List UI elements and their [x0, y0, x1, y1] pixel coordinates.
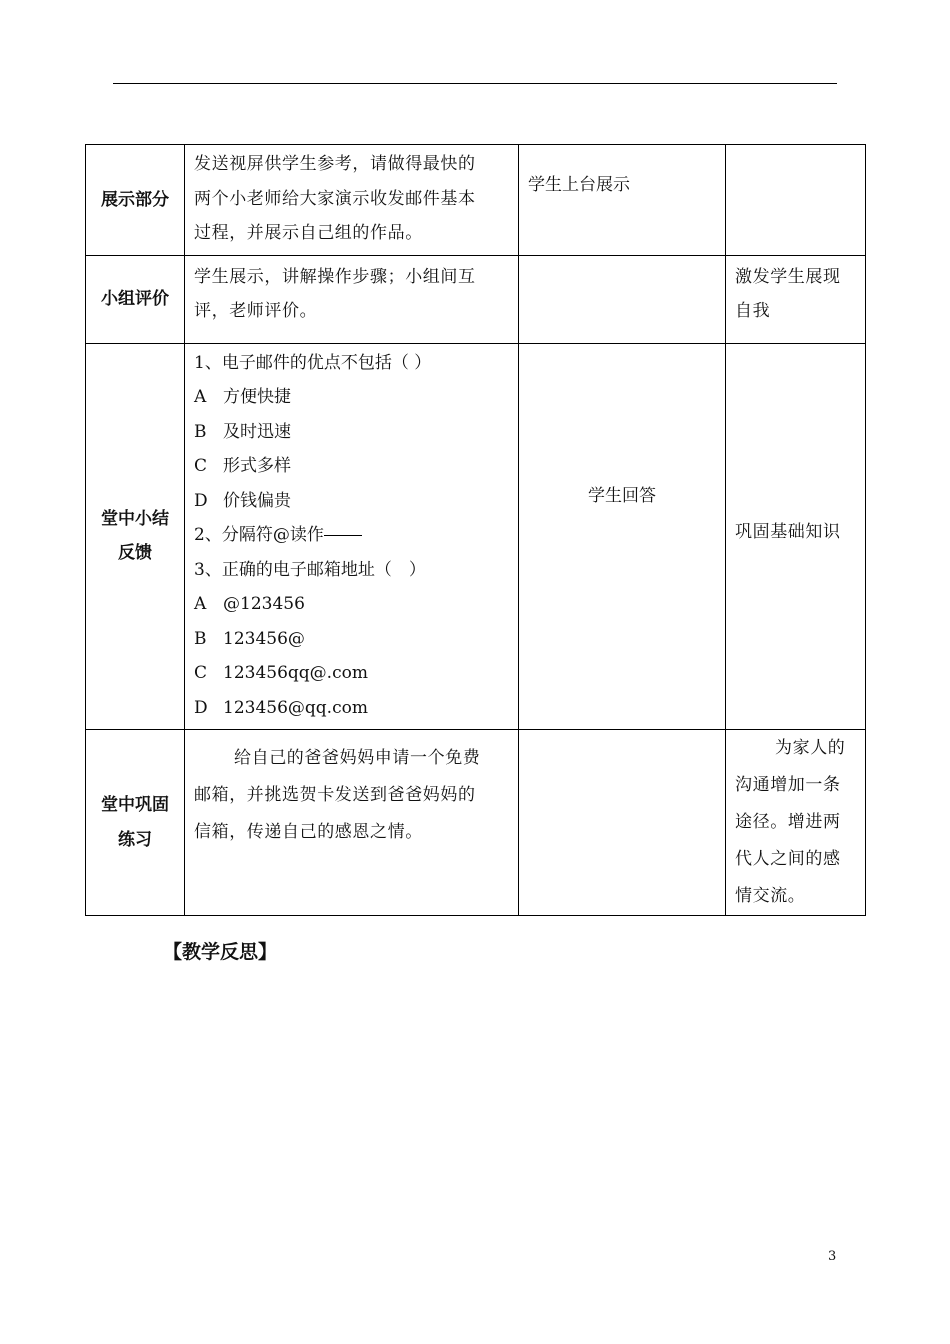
option-text: 价钱偏贵: [223, 490, 291, 511]
text-line: 评，老师评价。: [194, 301, 318, 321]
text-line: 信箱，传递自己的感恩之情。: [194, 822, 423, 842]
label-line: 反馈: [118, 543, 152, 564]
activity-cell: [185, 730, 519, 916]
option-letter: C: [194, 663, 208, 683]
student-activity-cell: [519, 730, 726, 916]
row-label: 小组评价: [86, 255, 185, 343]
option-letter: D: [194, 490, 208, 511]
option-line: [194, 415, 510, 450]
option-line: [194, 622, 510, 657]
option-letter: B: [194, 628, 207, 649]
text-line: 情交流。: [735, 886, 806, 906]
row-label: [86, 730, 185, 916]
page-number: 3: [828, 1249, 837, 1264]
text-line: 沟通增加一条: [735, 775, 841, 795]
student-activity: 学生上台展示: [528, 175, 630, 195]
option-text: @123456: [223, 594, 305, 614]
answer-blank: [324, 535, 362, 536]
question-2-text: 2、分隔符@读作: [194, 525, 324, 545]
text-line: 激发学生展现: [735, 266, 841, 287]
purpose-cell: [726, 343, 866, 730]
student-activity: 学生回答: [588, 486, 656, 506]
option-text: 及时迅速: [223, 421, 291, 442]
header-rule: [113, 83, 837, 84]
option-letter: A: [194, 594, 207, 614]
row-label: 展示部分: [86, 145, 185, 256]
question-2: [194, 518, 510, 553]
activity-cell: [185, 145, 519, 256]
option-letter: C: [194, 456, 208, 476]
activity-cell: [185, 255, 519, 343]
table-row: [86, 730, 866, 916]
text-line: 代人之间的感: [735, 849, 841, 869]
option-text: 123456qq@.com: [223, 663, 368, 683]
reflection-heading: 【教学反思】: [163, 941, 278, 963]
option-line: [194, 587, 510, 622]
text-line: [194, 740, 510, 777]
option-text: 形式多样: [223, 456, 291, 476]
text-line: 自我: [735, 301, 771, 321]
text-line: 邮箱，并挑选贺卡发送到爸爸妈妈的: [194, 785, 476, 805]
option-line: [194, 691, 510, 726]
option-letter: A: [194, 387, 207, 407]
purpose-text: 巩固基础知识: [735, 522, 841, 542]
purpose-cell: [726, 730, 866, 916]
option-line: [194, 449, 510, 484]
text-line: 途径。增进两: [735, 812, 841, 832]
text-line: 学生展示，讲解操作步骤；小组间互: [194, 266, 476, 287]
option-letter: D: [194, 697, 208, 718]
text-line: 过程，并展示自己组的作品。: [194, 223, 423, 243]
table-row: [86, 145, 866, 256]
purpose-cell: [726, 145, 866, 256]
text-span: 给自己的爸爸妈妈申请一个免费: [234, 748, 481, 768]
student-activity-cell: [519, 145, 726, 256]
text-span: 为家人的: [775, 738, 846, 758]
lesson-plan-table: [85, 144, 866, 916]
text-line: 发送视屏供学生参考，请做得最快的: [194, 154, 476, 174]
table-row: [86, 255, 866, 343]
label-line: 练习: [118, 829, 152, 850]
exercise-cell: [185, 343, 519, 730]
option-text: 123456@qq.com: [223, 697, 368, 718]
question-1: 1、电子邮件的优点不包括（ ）: [194, 352, 432, 373]
option-line: [194, 380, 510, 415]
student-activity-cell: [519, 255, 726, 343]
label-line: 堂中巩固: [101, 795, 169, 815]
table-row: [86, 343, 866, 730]
option-letter: B: [194, 421, 207, 442]
question-3: 3、正确的电子邮箱地址（ ）: [194, 559, 426, 580]
option-text: 123456@: [223, 628, 305, 649]
text-line: [735, 730, 859, 767]
row-label: [86, 343, 185, 730]
label-line: 堂中小结: [101, 508, 169, 529]
option-text: 方便快捷: [223, 387, 291, 407]
purpose-cell: [726, 255, 866, 343]
option-line: [194, 484, 510, 519]
student-activity-cell: [519, 343, 726, 730]
text-line: 两个小老师给大家演示收发邮件基本: [194, 188, 476, 209]
option-line: [194, 656, 510, 691]
